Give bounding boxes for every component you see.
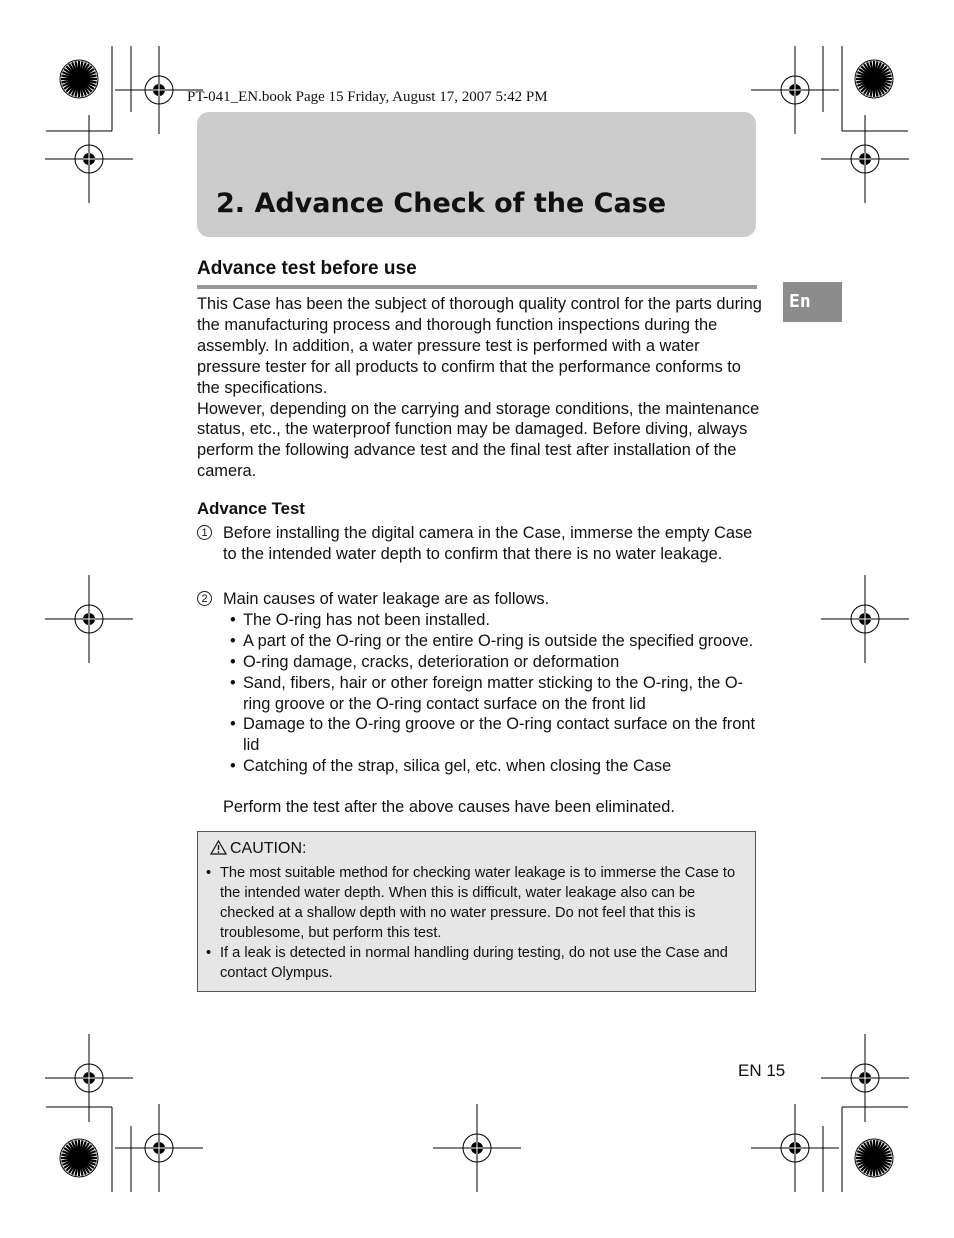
- step-number-circle: 1: [197, 525, 212, 540]
- caution-box: [197, 831, 756, 992]
- caution-list: [204, 863, 749, 984]
- page-number: EN 15: [738, 1061, 786, 1080]
- list-item: • The O-ring has not been installed.: [223, 610, 757, 631]
- step-number-circle: 2: [197, 591, 212, 606]
- section-heading: Advance test before use: [197, 258, 417, 279]
- list-item: • O-ring damage, cracks, deterioration or deformation: [223, 652, 757, 673]
- list-item: • Catching of the strap, silica gel, etc. when closing the Case: [223, 756, 757, 777]
- warning-icon: [210, 840, 227, 860]
- intro-text: [197, 294, 762, 482]
- closing-instruction: Perform the test after the above causes have been eliminated.: [223, 798, 675, 816]
- intro-paragraph-2: However, depending on the carrying and storage conditions, the maintenance status, etc., the waterproof function may be damaged. Before diving, always perform the following advance test and the final test after installation of the camera.: [197, 399, 760, 481]
- list-item: • A part of the O-ring or the entire O-ring is outside the specified groove.: [223, 631, 757, 652]
- intro-paragraph-1: This Case has been the subject of thorough quality control for the parts during the manufacturing process and thorough function inspections during the assembly. In addition, a water pressure test is performed with a water pressure tester for all products to confirm that the performance conforms to the specifications.: [197, 295, 762, 397]
- step-text: Main causes of water leakage are as follows.: [223, 590, 550, 608]
- caution-heading: [210, 840, 306, 860]
- leak-causes-list: [223, 610, 757, 777]
- language-tab: En: [783, 282, 842, 322]
- caution-item: • If a leak is detected in normal handling during testing, do not use the Case and contact Olympus.: [204, 943, 749, 983]
- section-rule: [197, 285, 757, 289]
- step-text: Before installing the digital camera in the Case, immerse the empty Case to the intended water depth to confirm that there is no water leakage.: [223, 524, 753, 563]
- list-item: • Damage to the O-ring groove or the O-ring contact surface on the front lid: [223, 714, 757, 756]
- advance-test-heading: Advance Test: [197, 499, 305, 518]
- print-header-line: PT-041_EN.book Page 15 Friday, August 17, 2007 5:42 PM: [187, 89, 548, 105]
- step-2: [197, 589, 757, 777]
- page-title: 2. Advance Check of the Case: [216, 188, 667, 219]
- caution-label: CAUTION:: [230, 840, 307, 857]
- list-item: • Sand, fibers, hair or other foreign matter sticking to the O-ring, the O-ring groove or the O-ring contact surface on the front lid: [223, 673, 757, 715]
- caution-item: • The most suitable method for checking water leakage is to immerse the Case to the intended water depth. When this is difficult, water leakage also can be checked at a shallow depth with no water pressure. Do not feel that this is troublesome, but perform this test.: [204, 863, 749, 943]
- step-1: [197, 523, 757, 565]
